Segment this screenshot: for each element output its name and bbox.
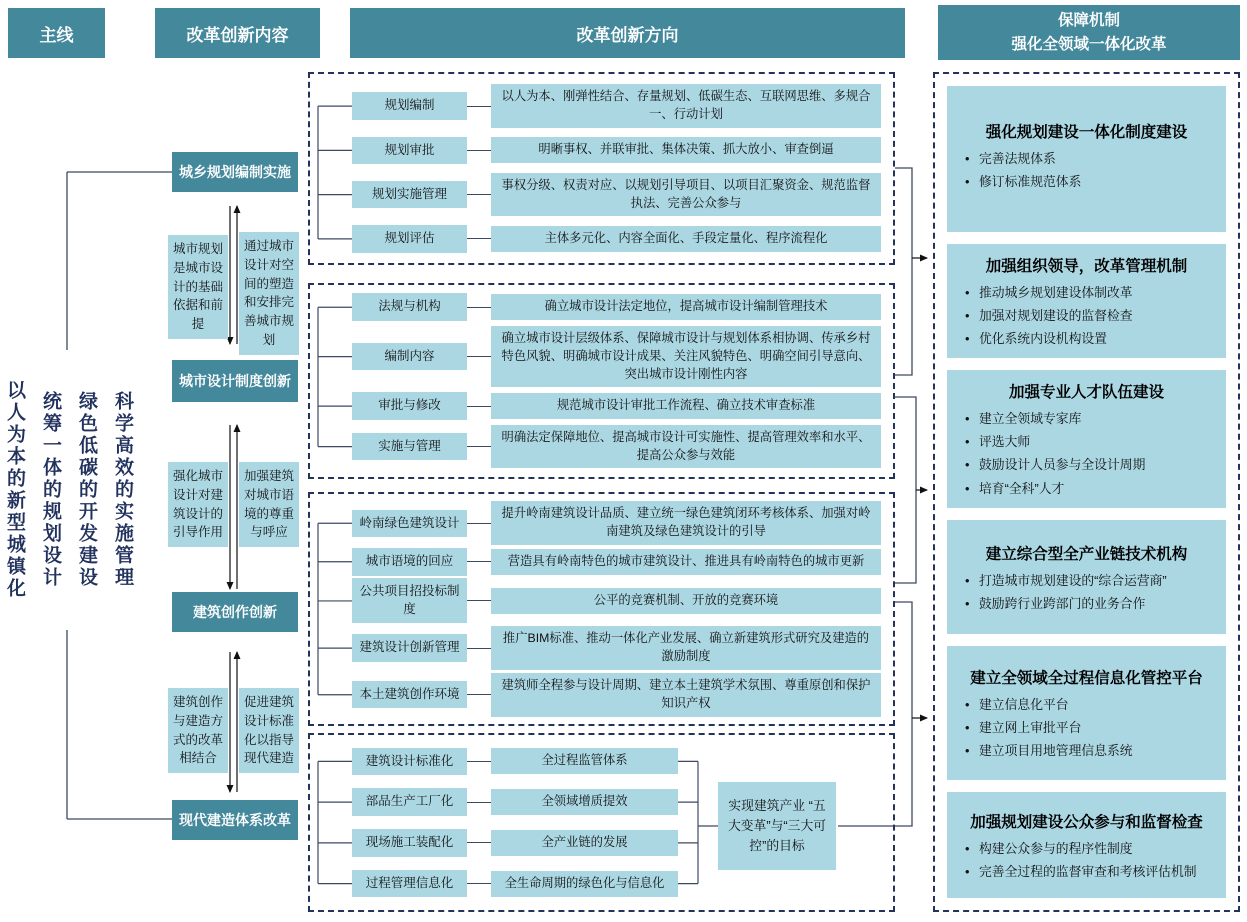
main-line-phrase: 统筹一体的规划设计 xyxy=(39,391,61,589)
bullet-dot-icon: • xyxy=(965,696,970,712)
group-row xyxy=(352,788,678,816)
main-line-phrase: 科学高效的实施管理 xyxy=(111,391,133,589)
group-row xyxy=(352,673,881,717)
row-connector-line xyxy=(467,238,491,239)
bullet-text: 完善全过程的监督审查和考核评估机制 xyxy=(979,864,1197,880)
bullet-dot-icon: • xyxy=(965,480,970,496)
row-description: 明晰事权、并联审批、集体决策、抓大放小、审查倒逼 xyxy=(491,137,881,163)
row-connector-line xyxy=(467,561,491,562)
main-line-phrase: 以人为本的新型城镇化 xyxy=(3,380,25,600)
bullet-text: 构建公众参与的程序性制度 xyxy=(979,841,1133,856)
group-row xyxy=(352,870,678,898)
guarantee-box xyxy=(947,792,1226,898)
header-guarantee xyxy=(938,5,1240,60)
row-label: 公共项目招投标制度 xyxy=(352,578,467,623)
row-description: 公平的竞赛机制、开放的竞赛环境 xyxy=(491,588,881,614)
branch-urban-rural-planning: 城乡规划编制实施 xyxy=(172,152,298,192)
group-row xyxy=(352,225,881,253)
bullet-text: 建立全领域专家库 xyxy=(979,411,1082,427)
row-label: 审批与修改 xyxy=(352,392,467,420)
pair-1-right: 通过城市设计对空间的塑造和安排完善城市规划 xyxy=(239,232,299,355)
pair-3-left: 建筑创作与建造方式的改革相结合 xyxy=(168,688,228,773)
pair-3-right: 促进建筑设计标准化以指导现代建造 xyxy=(239,688,299,773)
guarantee-box xyxy=(947,646,1226,780)
row-connector-line xyxy=(467,883,491,884)
group-row xyxy=(352,84,881,128)
row-connector-line xyxy=(467,406,491,407)
guarantee-bullet xyxy=(957,716,1216,739)
row-description: 明确法定保障地位、提高城市设计可实施性、提高管理效率和水平、提高公众参与效能 xyxy=(491,425,881,469)
guarantee-box xyxy=(947,370,1226,507)
guarantee-bullet xyxy=(957,407,1216,430)
row-label: 建筑设计创新管理 xyxy=(352,634,467,662)
group-row xyxy=(352,173,881,217)
row-description: 全领域增质提效 xyxy=(491,789,678,815)
row-description: 以人为本、刚弹性结合、存量规划、低碳生态、互联网思维、多规合一、行动计划 xyxy=(491,84,881,128)
row-connector-line xyxy=(467,694,491,695)
guarantee-bullet xyxy=(957,860,1216,883)
group-planning-implementation xyxy=(308,72,895,265)
guarantee-bullet xyxy=(957,837,1216,860)
group-row xyxy=(352,548,881,576)
guarantee-title: 加强专业人才队伍建设 xyxy=(1008,384,1164,402)
bullet-text: 培育“全科”人才 xyxy=(979,480,1065,496)
row-label: 编制内容 xyxy=(352,343,467,371)
guarantee-title: 建立综合型全产业链技术机构 xyxy=(985,545,1188,563)
pair-2-right: 加强建筑对城市语境的尊重与呼应 xyxy=(239,462,299,547)
bullet-text: 鼓励跨行业跨部门的业务合作 xyxy=(979,595,1146,611)
row-label: 规划编制 xyxy=(352,92,467,120)
row-label: 规划审批 xyxy=(352,137,467,165)
row-connector-line xyxy=(467,761,491,762)
guarantee-title: 强化规划建设一体化制度建设 xyxy=(985,124,1188,141)
row-connector-line xyxy=(467,194,491,195)
row-description: 确立城市设计法定地位，提高城市设计编制管理技术 xyxy=(491,294,881,320)
pair-1-left: 城市规划是城市设计的基础依据和前提 xyxy=(168,235,228,339)
bullet-text: 建立网上审批平台 xyxy=(979,719,1082,735)
row-label: 规划实施管理 xyxy=(352,181,467,209)
bullet-text: 评选大师 xyxy=(979,434,1031,450)
bullet-text: 修订标准规范体系 xyxy=(979,174,1082,190)
guarantee-bullet xyxy=(957,693,1216,716)
bullet-dot-icon: • xyxy=(965,411,970,427)
row-description: 确立城市设计层级体系、保障城市设计与规划体系相协调、传承乡村特色风貌、明确城市设计成果、关注风貌特色、明确空间引导意向、突出城市设计刚性内容 xyxy=(491,326,881,387)
guarantee-title: 加强规划建设公众参与和监督检查 xyxy=(970,814,1203,831)
bullet-dot-icon: • xyxy=(965,151,970,166)
main-line-phrase: 绿色低碳的开发建设 xyxy=(75,391,97,589)
row-label: 部品生产工厂化 xyxy=(352,788,467,816)
bullet-dot-icon: • xyxy=(965,742,970,758)
row-connector-line xyxy=(467,600,491,601)
group-row xyxy=(352,501,881,545)
branch-architectural-creation: 建筑创作创新 xyxy=(172,592,298,632)
guarantee-box xyxy=(947,520,1226,634)
guarantee-title: 建立全领域全过程信息化管控平台 xyxy=(970,669,1203,687)
bullet-text: 鼓励设计人员参与全设计周期 xyxy=(979,457,1146,473)
group-row xyxy=(352,829,678,857)
row-connector-line xyxy=(467,150,491,151)
main-line-vertical-text xyxy=(0,350,136,630)
row-connector-line xyxy=(467,356,491,357)
row-description: 建筑师全程参与设计周期、建立本土建筑学术氛围、尊重原创和保护知识产权 xyxy=(491,673,881,717)
guarantee-bullet xyxy=(957,430,1216,453)
guarantee-bullet xyxy=(957,304,1216,327)
row-description: 全生命周期的绿色化与信息化 xyxy=(491,871,678,897)
guarantee-column xyxy=(933,72,1240,912)
guarantee-box xyxy=(947,86,1226,232)
header-guarantee-line1: 保障机制 xyxy=(1057,12,1120,30)
bullet-dot-icon: • xyxy=(965,285,970,301)
guarantee-bullet xyxy=(957,569,1216,592)
row-description: 提升岭南建筑设计品质、建立统一绿色建筑闭环考核体系、加强对岭南建筑及绿色建筑设计的引导 xyxy=(491,501,881,545)
header-reform-content: 改革创新内容 xyxy=(155,8,320,58)
bullet-text: 建立项目用地管理信息系统 xyxy=(979,742,1133,758)
group-rows xyxy=(310,285,893,477)
group-row xyxy=(352,748,678,776)
bullet-dot-icon: • xyxy=(965,572,970,588)
row-connector-line xyxy=(467,523,491,524)
branch-modern-construction: 现代建造体系改革 xyxy=(172,800,298,840)
bullet-dot-icon: • xyxy=(965,457,970,473)
guarantee-title: 加强组织领导，改革管理机制 xyxy=(985,258,1188,276)
guarantee-box xyxy=(947,244,1226,358)
guarantee-bullet xyxy=(957,739,1216,762)
header-main-line: 主线 xyxy=(8,8,105,58)
row-description: 规范城市设计审批工作流程、确立技术审查标准 xyxy=(491,393,881,419)
group-architectural-creation xyxy=(308,492,895,726)
bullet-text: 优化系统内设机构设置 xyxy=(979,331,1107,347)
group-row xyxy=(352,392,881,420)
row-connector-line xyxy=(467,446,491,447)
guarantee-bullet xyxy=(957,147,1216,170)
row-label: 规划评估 xyxy=(352,225,467,253)
row-description: 主体多元化、内容全面化、手段定量化、程序流程化 xyxy=(491,226,881,252)
row-label: 现场施工装配化 xyxy=(352,829,467,857)
row-label: 实施与管理 xyxy=(352,433,467,461)
bullet-dot-icon: • xyxy=(965,841,970,856)
header-reform-direction: 改革创新方向 xyxy=(350,8,905,58)
bullet-dot-icon: • xyxy=(965,434,970,450)
branch-urban-design-system: 城市设计制度创新 xyxy=(172,360,298,402)
construction-industry-goal-box: 实现建筑产业 “五大变革”与“三大可控”的目标 xyxy=(718,782,836,870)
row-label: 本土建筑创作环境 xyxy=(352,681,467,709)
row-label: 过程管理信息化 xyxy=(352,870,467,898)
row-description: 全产业链的发展 xyxy=(491,830,678,856)
guarantee-bullet xyxy=(957,281,1216,304)
bullet-text: 建立信息化平台 xyxy=(979,696,1069,712)
row-description: 事权分级、权责对应、以规划引导项目、以项目汇聚资金、规范监督执法、完善公众参与 xyxy=(491,173,881,217)
row-connector-line xyxy=(467,802,491,803)
row-connector-line xyxy=(467,307,491,308)
group-urban-design xyxy=(308,283,895,479)
guarantee-bullet xyxy=(957,327,1216,350)
bullet-text: 加强对规划建设的监督检查 xyxy=(979,308,1133,324)
group-rows xyxy=(310,74,893,263)
group-row xyxy=(352,326,881,387)
bullet-dot-icon: • xyxy=(965,331,970,347)
pair-2-left: 强化城市设计对建筑设计的引导作用 xyxy=(168,462,228,547)
row-label: 城市语境的回应 xyxy=(352,548,467,576)
guarantee-bullet xyxy=(957,592,1216,615)
bullet-dot-icon: • xyxy=(965,864,970,880)
bullet-text: 推动城乡规划建设体制改革 xyxy=(979,285,1133,301)
guarantee-bullet xyxy=(957,170,1216,193)
group-row xyxy=(352,137,881,165)
bullet-dot-icon: • xyxy=(965,719,970,735)
row-label: 建筑设计标准化 xyxy=(352,748,467,776)
guarantee-bullet xyxy=(957,477,1216,500)
guarantee-bullet xyxy=(957,453,1216,476)
group-row xyxy=(352,425,881,469)
bullet-dot-icon: • xyxy=(965,308,970,324)
group-row xyxy=(352,626,881,670)
row-connector-line xyxy=(467,842,491,843)
row-connector-line xyxy=(467,648,491,649)
bullet-text: 完善法规体系 xyxy=(979,151,1056,166)
bullet-dot-icon: • xyxy=(965,595,970,611)
bullet-dot-icon: • xyxy=(965,174,970,190)
group-row xyxy=(352,293,881,321)
row-description: 推广BIM标准、推动一体化产业发展、确立新建筑形式研究及建造的激励制度 xyxy=(491,626,881,670)
row-description: 营造具有岭南特色的城市建筑设计、推进具有岭南特色的城市更新 xyxy=(491,549,881,575)
bullet-text: 打造城市规划建设的“综合运营商” xyxy=(979,572,1167,588)
row-connector-line xyxy=(467,106,491,107)
group-row xyxy=(352,578,881,623)
row-label: 岭南绿色建筑设计 xyxy=(352,510,467,538)
header-guarantee-line2: 强化全领域一体化改革 xyxy=(1011,35,1167,53)
row-label: 法规与机构 xyxy=(352,293,467,321)
group-rows xyxy=(310,494,893,724)
row-description: 全过程监管体系 xyxy=(491,748,678,774)
